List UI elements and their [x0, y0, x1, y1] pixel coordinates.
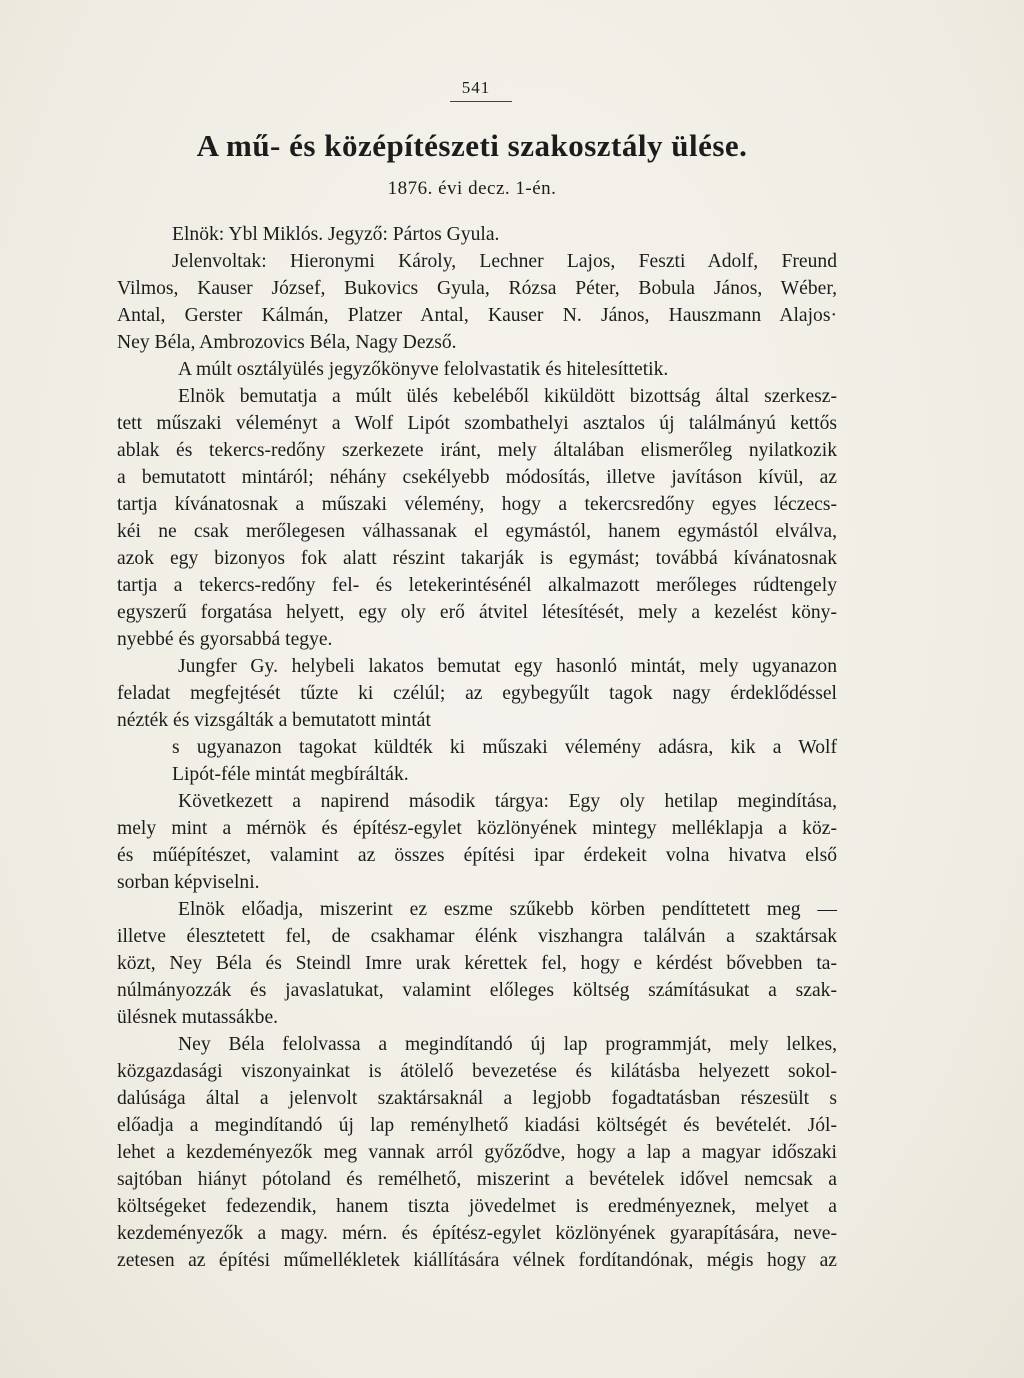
text-line: ülésnek mutassákbe.	[117, 1007, 279, 1028]
text-line: a bemutatott mintáról; néhány csekélyebb módosítás, illetve javításon kívül, az	[117, 467, 837, 488]
section-title: A mű- és középítészeti szakosztály ülése.	[196, 128, 748, 163]
text-line: előadja a megindítandó új lap reménylhető kiadási költségét és bevételét. Jól-	[117, 1115, 837, 1136]
text-line: nyebbé és gyorsabbá tegye.	[117, 629, 333, 650]
text-line: lehet a kezdeményezők meg vannak arról győződve, hogy a lap a magyar időszaki	[117, 1142, 837, 1163]
text-line: mely mint a mérnök és építész-egylet közlönyének mintegy melléklapja a köz-	[117, 818, 837, 839]
text-line: s ugyanazon tagokat küldték ki műszaki vélemény adásra, kik a Wolf	[172, 737, 837, 758]
text-line: A múlt osztályülés jegyzőkönyve felolvastatik és hitelesíttetik.	[178, 359, 669, 380]
body-text	[117, 221, 837, 1274]
text-line: tartja a tekercs-redőny fel- és letekerintésénél alkalmazott merőleges rúdtengely	[117, 575, 837, 596]
text-line: dalúsága által a jelenvolt szaktársaknál a legjobb fogadtatásban részesült s	[117, 1088, 837, 1109]
text-line: ablak és tekercs-redőny szerkezete iránt, mely általában elismerőleg nyilatkozik	[117, 440, 837, 461]
text-line: tartja kívánatosnak a műszaki vélemény, hogy a tekercsredőny egyes léczecs-	[117, 494, 837, 515]
text-line: Lipót-féle mintát megbírálták.	[172, 764, 409, 785]
text-line: kéi ne csak merőlegesen válhassanak el egymástól, hanem egymástól elválva,	[117, 521, 837, 542]
text-line: közt, Ney Béla és Steindl Imre urak kérettek fel, hogy e kérdést bővebben ta-	[117, 953, 837, 974]
text-line: feladat megfejtését tűzte ki czélúl; az egybegyűlt tagok nagy érdeklődéssel	[117, 683, 837, 704]
text-line: Elnök előadja, miszerint ez eszme szűkebb körben pendíttetett meg —	[178, 899, 837, 920]
text-line: Jelenvoltak: Hieronymi Károly, Lechner Lajos, Feszti Adolf, Freund	[172, 251, 837, 272]
text-line: sorban képviselni.	[117, 872, 260, 893]
text-line: és műépítészet, valamint az összes építési ipar érdekeit volna hivatva első	[117, 845, 837, 866]
text-line: Ney Béla felolvassa a megindítandó új lap programmját, mely lelkes,	[178, 1034, 837, 1055]
text-line: Antal, Gerster Kálmán, Platzer Antal, Kauser N. János, Hauszmann Alajos·	[117, 305, 837, 326]
text-line: Jungfer Gy. helybeli lakatos bemutat egy hasonló mintát, mely ugyanazon	[178, 656, 837, 677]
text-line: közgazdasági viszonyainkat is átölelő bevezetése és kilátásba helyezett sokol-	[117, 1061, 837, 1082]
text-line: illetve élesztetett fel, de csakhamar élénk viszhangra találván a szaktársak	[117, 926, 837, 947]
text-line: költségeket fedezendik, hanem tiszta jövedelmet is eredményeznek, melyet a	[117, 1196, 837, 1217]
text-line: Következett a napirend második tárgya: Egy oly hetilap megindítása,	[178, 791, 837, 812]
text-line: Elnök: Ybl Miklós. Jegyző: Pártos Gyula.	[172, 224, 500, 245]
text-line: núlmányozzák és javaslatukat, valamint előleges költség számításukat a szak-	[117, 980, 837, 1001]
text-line: Elnök bemutatja a múlt ülés kebeléből kiküldött bizottság által szerkesz-	[178, 386, 837, 407]
text-line: tett műszaki véleményt a Wolf Lipót szombathelyi asztalos új találmányú kettős	[117, 413, 837, 434]
text-line: nézték és vizsgálták a bemutatott mintát	[117, 710, 431, 731]
meeting-date: 1876. évi decz. 1-én.	[387, 178, 557, 199]
text-line: Ney Béla, Ambrozovics Béla, Nagy Dezső.	[117, 332, 457, 353]
text-line: zetesen az építési műmellékletek kiállítására vélnek fordítandónak, mégis hogy az	[117, 1250, 837, 1271]
text-line: kezdeményezők a magy. mérn. és építész-egylet közlönyének gyarapítására, neve-	[117, 1223, 837, 1244]
text-line: egyszerű forgatása helyett, egy oly erő átvitel létesítését, mely a kezelést köny-	[117, 602, 837, 623]
text-line: sajtóban hiányt pótoland és remélhető, miszerint a bevételek idővel nemcsak a	[117, 1169, 837, 1190]
text-line: Vilmos, Kauser József, Bukovics Gyula, Rózsa Péter, Bobula János, Wéber,	[117, 278, 837, 299]
text-line: azok egy bizonyos fok alatt részint takarják is egymást; továbbá kívánatosnak	[117, 548, 837, 569]
page-number-rule	[450, 101, 512, 102]
page-number: 541	[461, 78, 491, 97]
